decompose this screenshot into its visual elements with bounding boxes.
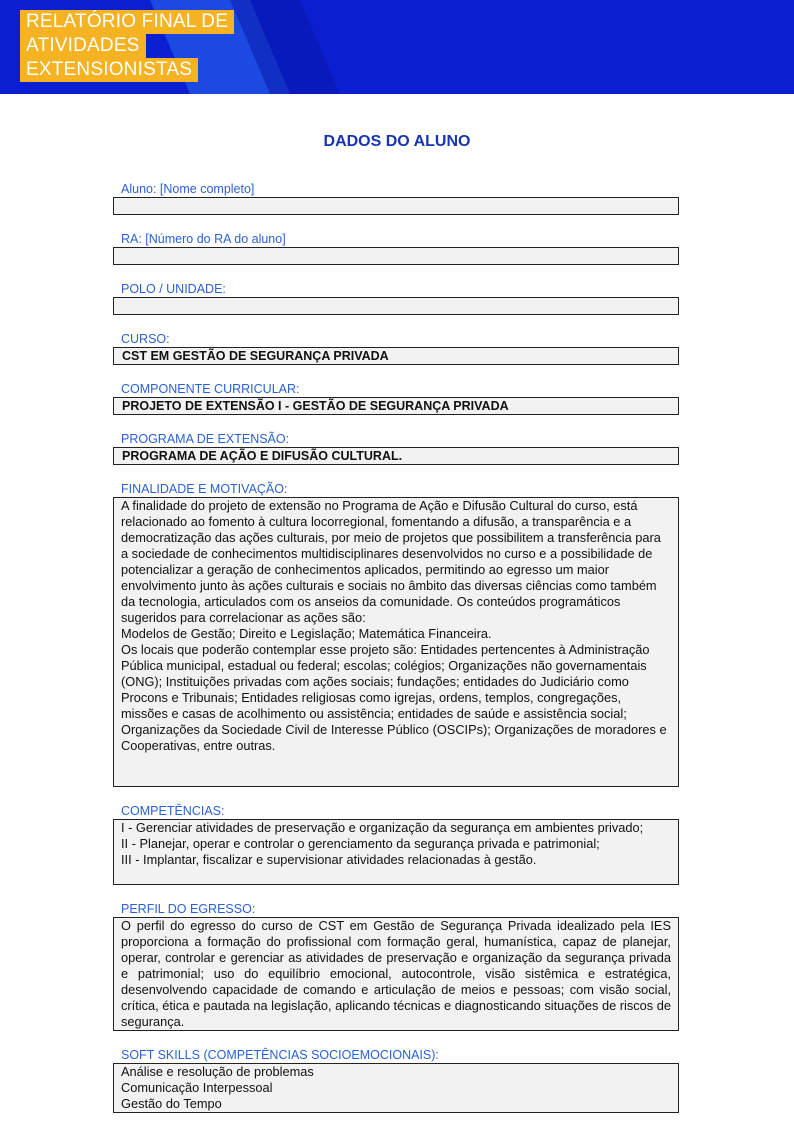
componente-label: COMPONENTE CURRICULAR: bbox=[121, 382, 300, 396]
polo-label: POLO / UNIDADE: bbox=[121, 282, 226, 296]
ra-label: RA: [Número do RA do aluno] bbox=[121, 232, 286, 246]
perfil-field[interactable] bbox=[113, 917, 679, 1031]
finalidade-paragraph-1: A finalidade do projeto de extensão no Programa de Ação e Difusão Cultural do curso, está relacionado ao fomento à cultura locorregional, fomentando a difusão, a transparência e a democratização das ações culturais, por meio de projetos que possibilitem a transferência para a sociedade de conhecimentos multidisciplinares desenvolvidos no curso e a possibilidade de potencializar a geração de conhecimentos aplicados, permitindo ao egresso um maior envolvimento junto às ações culturais e sociais no âmbito das diversas ciências como também da tecnologia, articulados com os anseios da comunidade. Os conteúdos programáticos sugeridos para correlacionar as ações são: bbox=[121, 498, 661, 625]
soft-skill-item: Comunicação Interpessoal bbox=[121, 1080, 273, 1095]
ra-field[interactable] bbox=[113, 247, 679, 265]
competencias-label: COMPETÊNCIAS: bbox=[121, 804, 225, 818]
soft-skills-label: SOFT SKILLS (COMPETÊNCIAS SOCIOEMOCIONAIS): bbox=[121, 1048, 439, 1062]
section-title: DADOS DO ALUNO bbox=[323, 133, 471, 150]
report-title-line-2: ATIVIDADES bbox=[20, 34, 146, 58]
page-header bbox=[0, 0, 794, 94]
aluno-label: Aluno: [Nome completo] bbox=[121, 182, 255, 196]
competencias-field[interactable] bbox=[113, 819, 679, 885]
finalidade-label: FINALIDADE E MOTIVAÇÃO: bbox=[121, 482, 288, 496]
competencia-item: I - Gerenciar atividades de preservação e organização da segurança em ambientes privado; bbox=[121, 820, 644, 835]
polo-field[interactable] bbox=[113, 297, 679, 315]
finalidade-field[interactable] bbox=[113, 497, 679, 787]
programa-field[interactable]: PROGRAMA DE AÇÃO E DIFUSÃO CULTURAL. bbox=[113, 447, 679, 465]
perfil-text: O perfil do egresso do curso de CST em Gestão de Segurança Privada idealizado pela IES proporciona a formação do profissional com formação geral, humanística, capaz de planejar, operar, controlar e gerenciar as atividades de preservação e organização da segurança privada e patrimonial; uso do equilíbrio emocional, autocontrole, visão sistêmica e estratégica, desenvolvendo capacidade de comando e articulação de meios e pessoas; com visão social, crítica, ética e pautada na legislação, aplicando técnicas e diagnosticando situações de riscos de segurança. bbox=[121, 918, 671, 1029]
report-title bbox=[20, 10, 234, 82]
componente-field[interactable]: PROJETO DE EXTENSÃO I - GESTÃO DE SEGURANÇA PRIVADA bbox=[113, 397, 679, 415]
soft-skills-field[interactable] bbox=[113, 1063, 679, 1113]
competencia-item: III - Implantar, fiscalizar e supervisionar atividades relacionadas à gestão. bbox=[121, 852, 537, 867]
perfil-label: PERFIL DO EGRESSO: bbox=[121, 902, 256, 916]
curso-label: CURSO: bbox=[121, 332, 170, 346]
programa-label: PROGRAMA DE EXTENSÃO: bbox=[121, 432, 290, 446]
report-title-line-1: RELATÓRIO FINAL DE bbox=[20, 10, 234, 34]
finalidade-paragraph-2: Modelos de Gestão; Direito e Legislação; Matemática Financeira. bbox=[121, 626, 492, 641]
curso-field[interactable]: CST EM GESTÃO DE SEGURANÇA PRIVADA bbox=[113, 347, 679, 365]
aluno-field[interactable] bbox=[113, 197, 679, 215]
report-title-line-3: EXTENSIONISTAS bbox=[20, 58, 198, 82]
finalidade-paragraph-3: Os locais que poderão contemplar esse projeto são: Entidades pertencentes à Administração Pública municipal, estadual ou federal; escolas; colégios; Organizações não governamentais (ONG); Instituições privadas com ações sociais; fundações; entidades do Judiciário como Procons e Tribunais; Entidades religiosas como igrejas, ordens, templos, congregações, missões e casas de acolhimento ou assistência; entidades de saúde e assistência social; Organizações da Sociedade Civil de Interesse Público (OSCIPs); Organizações de moradores e Cooperativas, entre outras. bbox=[121, 642, 667, 753]
competencia-item: II - Planejar, operar e controlar o gerenciamento da segurança privada e patrimonial; bbox=[121, 836, 600, 851]
soft-skill-item: Gestão do Tempo bbox=[121, 1096, 222, 1111]
soft-skill-item: Análise e resolução de problemas bbox=[121, 1064, 314, 1079]
